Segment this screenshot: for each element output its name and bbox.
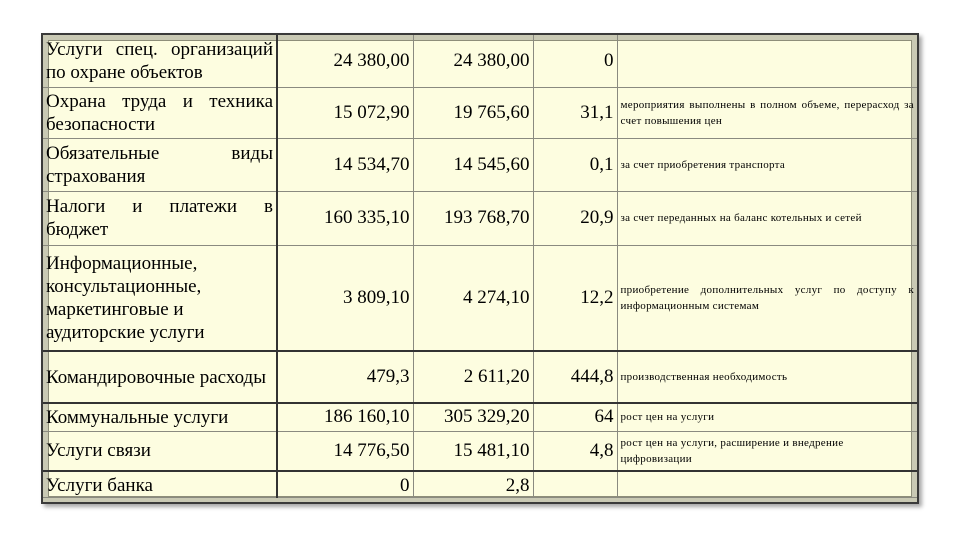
row-percent: 0 (533, 35, 617, 87)
row-plan: 15 072,90 (277, 87, 413, 138)
table-row (43, 351, 917, 403)
row-name: Налоги и платежи в бюджет (43, 191, 277, 245)
row-percent: 12,2 (533, 245, 617, 351)
table-row (43, 403, 917, 431)
table-row (43, 35, 917, 87)
row-name: Обязательные виды страхования (43, 138, 277, 191)
row-fact: 24 380,00 (413, 35, 533, 87)
row-fact: 15 481,10 (413, 431, 533, 471)
row-note: приобретение дополнительных услуг по доступу к информационным системам (617, 245, 917, 351)
row-fact: 14 545,60 (413, 138, 533, 191)
row-name: Услуги спец. организаций по охране объектов (43, 35, 277, 87)
row-plan: 479,3 (277, 351, 413, 403)
row-plan: 0 (277, 471, 413, 497)
row-name: Охрана труда и техника безопасности (43, 87, 277, 138)
row-plan: 186 160,10 (277, 403, 413, 431)
row-percent (533, 471, 617, 497)
table-row (43, 87, 917, 138)
row-fact: 193 768,70 (413, 191, 533, 245)
row-plan: 14 776,50 (277, 431, 413, 471)
row-note: за счет приобретения транспорта (617, 138, 917, 191)
row-note (617, 35, 917, 87)
table-row (43, 191, 917, 245)
row-note: рост цен на услуги, расширение и внедрение цифровизации (617, 431, 917, 471)
row-note: мероприятия выполнены в полном объеме, перерасход за счет повышения цен (617, 87, 917, 138)
row-name: Услуги связи (43, 431, 277, 471)
row-name: Информационные, консультационные, маркетинговые и аудиторские услуги (43, 245, 277, 351)
row-fact: 19 765,60 (413, 87, 533, 138)
row-plan: 24 380,00 (277, 35, 413, 87)
row-percent: 4,8 (533, 431, 617, 471)
row-percent: 31,1 (533, 87, 617, 138)
table-row (43, 138, 917, 191)
row-name: Коммунальные услуги (43, 403, 277, 431)
expense-table (43, 35, 917, 498)
row-percent: 20,9 (533, 191, 617, 245)
row-name: Услуги банка (43, 471, 277, 497)
row-percent: 0,1 (533, 138, 617, 191)
row-note: производственная необходимость (617, 351, 917, 403)
row-note: рост цен на услуги (617, 403, 917, 431)
row-note (617, 471, 917, 497)
row-percent: 444,8 (533, 351, 617, 403)
row-fact: 2,8 (413, 471, 533, 497)
row-plan: 160 335,10 (277, 191, 413, 245)
row-note: за счет переданных на баланс котельных и сетей (617, 191, 917, 245)
row-name: Командировочные расходы (43, 351, 277, 403)
row-fact: 305 329,20 (413, 403, 533, 431)
row-plan: 14 534,70 (277, 138, 413, 191)
row-fact: 2 611,20 (413, 351, 533, 403)
table-row (43, 431, 917, 471)
row-percent: 64 (533, 403, 617, 431)
table-row (43, 245, 917, 351)
row-fact: 4 274,10 (413, 245, 533, 351)
table-row (43, 471, 917, 497)
row-plan: 3 809,10 (277, 245, 413, 351)
